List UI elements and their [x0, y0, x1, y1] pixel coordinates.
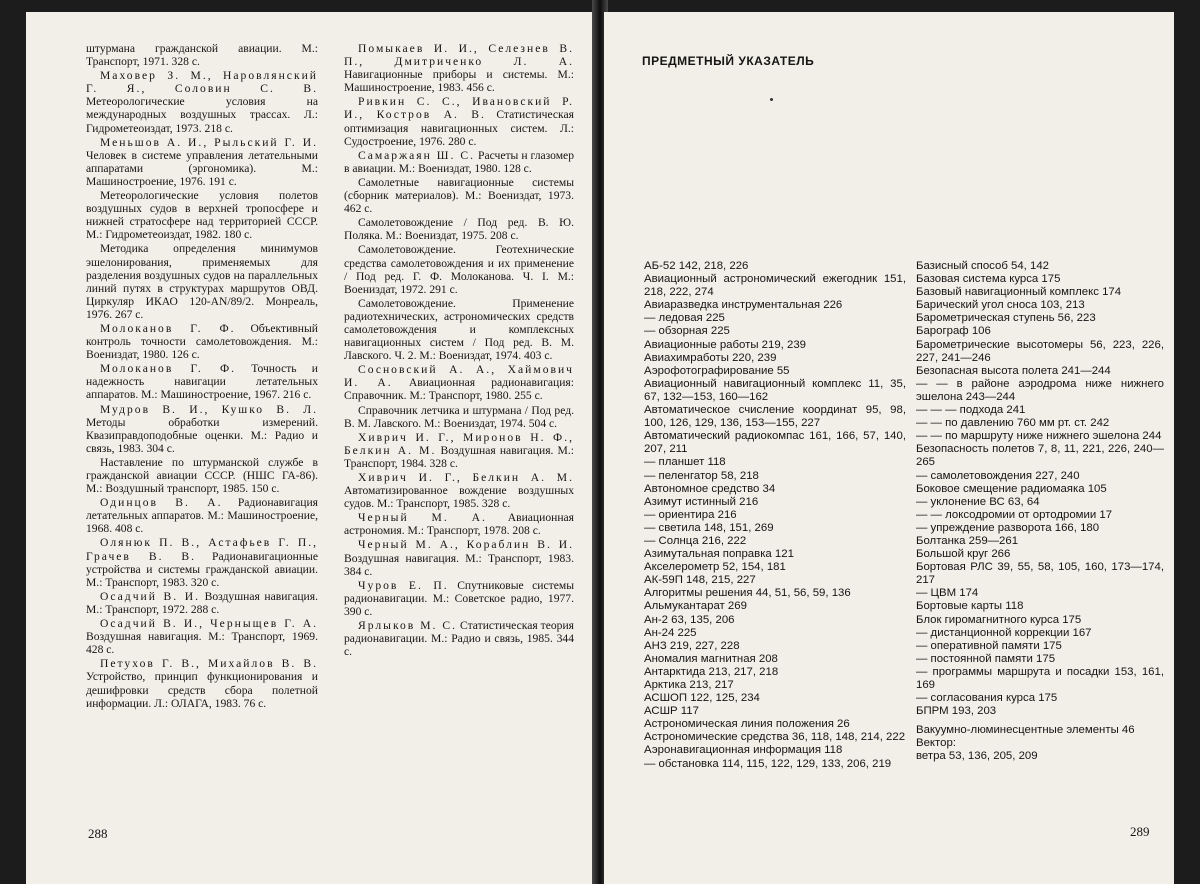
index-entry: Базовый навигационный комплекс 174 — [916, 286, 1122, 299]
entry-author: Черный М. А. — [358, 511, 487, 525]
index-entry: Акселерометр 52, 154, 181 — [644, 561, 786, 574]
entry-text: Самолетовождение. Применение радиотехнических, астрономических средств самолетовождения и комплексных навигационных систем / Под ред. В. М. Лавского. Ч. 2. М.: Воениздат, 1974. 403 с. — [344, 296, 574, 363]
index-entry: Бортовая РЛС 39, 55, 58, 105, 160, 173—174, 217 — [916, 561, 1164, 587]
index-entry: АСШОП 122, 125, 234 — [644, 692, 760, 705]
entry-text: Воздушная навигация. М.: Транспорт, 1983. 384 с. — [344, 551, 574, 578]
entry-text: Авиационная радионавигация: Справочник. М.: Транспорт, 1980. 255 с. — [344, 376, 574, 403]
bibliography-entry — [86, 322, 318, 361]
index-entry: Азимутальная поправка 121 — [644, 548, 794, 561]
index-entry: Ан-24 225 — [644, 626, 697, 639]
index-entry: Барический угол сноса 103, 213 — [916, 299, 1085, 312]
entry-text: Воздушная навигация. М.: Транспорт, 1984. 328 с. — [344, 443, 574, 470]
entry-text: Автоматизированное вождение воздушных судов. М.: Транспорт, 1985. 328 с. — [344, 484, 574, 511]
index-entry: — ориентира 216 — [644, 508, 737, 521]
index-entry: Азимут истинный 216 — [644, 495, 759, 508]
index-entry: — ледовая 225 — [644, 312, 725, 325]
entry-author: Осадчий В. И., Черныщев Г. А. — [100, 617, 318, 631]
index-entry: Большой круг 266 — [916, 548, 1011, 561]
entry-text: Методы обработки измерений. Квазиправдоподобные оценки. М.: Радио и связь, 1983. 304 с. — [86, 415, 318, 455]
index-entry: — — по давлению 760 мм рт. ст. 242 — [916, 417, 1110, 430]
entry-text: Спутниковые системы радионавигации. М.: Советское радио, 1977. 390 с. — [344, 578, 574, 618]
entry-author: Самаржаян Ш. С. — [358, 148, 475, 162]
index-entry: — планшет 118 — [644, 456, 726, 469]
bibliography-entry — [86, 456, 318, 495]
bibliography-entry — [344, 511, 574, 537]
index-entry: Авиаразведка инструментальная 226 — [644, 299, 843, 312]
bibliography-entry — [344, 363, 574, 402]
bibliography-entry — [86, 362, 318, 401]
bibliography-column-1 — [86, 42, 318, 711]
index-entry: — — локсодромии от ортодромии 17 — [916, 508, 1113, 521]
index-entry: Бортовые карты 118 — [916, 600, 1024, 613]
entry-author: Осадчий В. И. — [100, 589, 201, 603]
entry-text: штурмана гражданской авиации. М.: Транспорт, 1971. 328 с. — [86, 42, 318, 69]
index-entry: — — в районе аэродрома ниже нижнего эшелона 243—244 — [916, 377, 1164, 403]
bibliography-column-2 — [344, 42, 574, 659]
index-entry: АНЗ 219, 227, 228 — [644, 639, 740, 652]
left-page — [26, 12, 598, 884]
entry-text: Самолетовождение. Геотехнические средства самолетовождения и их применение / Под ред. Г. Ф. Молоканова. Ч. I. М.: Воениздат, 1972. 291 с. — [344, 243, 574, 296]
bibliography-entry — [344, 243, 574, 295]
index-entry: Барометрические высотомеры 56, 223, 226, 227, 241—246 — [916, 338, 1164, 364]
index-entry: — оперативной памяти 175 — [916, 639, 1062, 652]
entry-text: Методика определения минимумов эшелонирования, применяемых для разделения воздушных судов на параллельных линий путях в структурах маршрутов ОВД. Циркуляр ИКАО 120-AN/89/2. Монреаль, 1976. 267 с. — [86, 242, 318, 321]
index-entry: — светила 148, 151, 269 — [644, 521, 774, 534]
index-entry: Аэронавигационная информация 118 — [644, 744, 843, 757]
index-entry: — уклонение ВС 63, 64 — [916, 495, 1040, 508]
bibliography-entry — [86, 617, 318, 656]
index-entry: Авиационные работы 219, 239 — [644, 338, 807, 351]
index-entry: Базисный способ 54, 142 — [916, 260, 1050, 272]
entry-text: Метеорологические условия на международных воздушных трассах. Л.: Гидрометеоиздат, 1973. 218 с. — [86, 95, 318, 135]
index-entry: Аномалия магнитная 208 — [644, 652, 778, 665]
bibliography-entry — [86, 496, 318, 535]
entry-author: Сосновский А. А., Хаймович И. А. — [344, 363, 574, 390]
index-entry: ветра 53, 136, 205, 209 — [916, 750, 1038, 763]
entry-text: Воздушная навигация. М.: Транспорт, 1969. 428 с. — [86, 630, 318, 657]
index-entry: Автоматическое счисление координат 95, 98, 100, 126, 129, 136, 153—155, 227 — [644, 404, 906, 430]
index-entry: Вакуумно-люминесцентные элементы 46 — [916, 724, 1135, 737]
index-entry: Базовая система курса 175 — [916, 273, 1061, 286]
bibliography-entry — [86, 242, 318, 321]
bibliography-entry — [344, 297, 574, 362]
index-entry: — обстановка 114, 115, 122, 129, 133, 206, 219 — [644, 757, 892, 770]
bibliography-entry — [86, 590, 318, 616]
entry-author: Олянюк П. В., Астафьев Г. П., Грачев В. В. — [86, 536, 318, 563]
index-entry: Астрономические средства 36, 118, 148, 214, 222 — [644, 731, 906, 744]
right-page — [604, 12, 1174, 884]
bibliography-entry — [344, 579, 574, 618]
entry-author: Хиврич И. Г., Белкин А. М. — [358, 471, 574, 484]
index-entry: Алгоритмы решения 44, 51, 56, 59, 136 — [644, 587, 851, 600]
entry-author: Ривкин С. С., Ивановский Р. И., Костров А. В. — [344, 95, 574, 122]
bibliography-entry — [86, 136, 318, 188]
bibliography-entry — [344, 216, 574, 242]
bibliography-entry — [344, 431, 574, 470]
index-title: ПРЕДМЕТНЫЙ УКАЗАТЕЛЬ — [642, 54, 815, 68]
index-entry: Ан-2 63, 135, 206 — [644, 613, 735, 626]
bibliography-entry — [86, 189, 318, 241]
index-column-1 — [644, 260, 906, 771]
entry-text: Расчеты н глазомер в авиации. М.: Воениздат, 1980. 128 с. — [344, 148, 575, 175]
index-entry: Антарктида 213, 217, 218 — [644, 665, 779, 678]
bibliography-entry — [344, 95, 574, 147]
index-entry: Барометрическая ступень 56, 223 — [916, 312, 1096, 325]
index-entry: Автоматический радиокомпас 161, 166, 57, 140, 207, 211 — [644, 430, 906, 456]
index-entry: — постоянной памяти 175 — [916, 652, 1056, 665]
index-entry: — упреждение разворота 166, 180 — [916, 521, 1100, 534]
entry-author: Ярлыков М. С. — [358, 619, 458, 633]
index-entry: — обзорная 225 — [644, 325, 730, 338]
index-entry: Барограф 106 — [916, 325, 991, 338]
entry-author: Петухов Г. В., Михайлов В. В. — [100, 657, 318, 671]
entry-author: Маховер З. М., Наровлянский Г. Я., Соловин С. В. — [86, 69, 318, 96]
index-entry: — — по маршруту ниже нижнего эшелона 244 — [916, 430, 1162, 443]
entry-text: Самолетовождение / Под ред. В. Ю. Поляка. М.: Воениздат, 1975. 208 с. — [344, 216, 574, 243]
entry-text: Справочник летчика и штурмана / Под ред. В. М. Лавского. М.: Воениздат, 1974. 504 с. — [344, 403, 574, 430]
index-entry: Арктика 213, 217 — [644, 679, 734, 691]
entry-author: Молоканов Г. Ф. — [100, 362, 237, 376]
entry-author: Одинцов В. А. — [100, 496, 223, 510]
index-entry: БПРМ 193, 203 — [916, 705, 997, 718]
bibliography-entry — [344, 538, 574, 577]
entry-author: Молоканов Г. Ф. — [100, 321, 236, 335]
ink-speck — [770, 98, 773, 101]
entry-author: Чуров Е. П. — [358, 578, 449, 592]
index-entry: Авиахимработы 220, 239 — [644, 351, 777, 364]
entry-text: Метеорологические условия полетов воздушных судов в верхней тропосфере и нижней стратосфере над территорией СССР. М.: Гидрометеоиздат, 1982. 180 с. — [86, 189, 318, 242]
entry-text: Радионавигационные устройства и системы гражданской авиации. М.: Транспорт, 1983. 320 с. — [86, 549, 318, 589]
entry-text: Точность и надежность навигации летательных аппаратов. М.: Машиностроение, 1967. 216 с. — [86, 362, 318, 402]
entry-author: Помыкаев И. И., Селезнев В. П., Дмитриченко Л. А. — [344, 42, 574, 69]
entry-text: Устройство, принцип функционирования и дешифровки средств сбора полетной информации. Л.: ОЛАГА, 1983. 76 с. — [86, 670, 318, 710]
entry-author: Мудров В. И., Кушко В. Л. — [100, 402, 318, 416]
bibliography-entry — [86, 536, 318, 588]
index-entry: — самолетовождения 227, 240 — [916, 469, 1080, 482]
index-entry: Альмукантарат 269 — [644, 600, 747, 613]
index-entry: — — — подхода 241 — [916, 404, 1026, 417]
bibliography-entry — [86, 69, 318, 134]
index-entry: Вектор: — [916, 737, 956, 750]
index-entry: Безопасная высота полета 241—244 — [916, 364, 1111, 377]
bibliography-entry — [86, 42, 318, 68]
bibliography-entry — [344, 404, 574, 430]
entry-text: Наставление по штурманской службе в гражданской авиации СССР. (НШС ГА-86). М.: Воздушный транспорт, 1985. 150 с. — [86, 455, 318, 496]
page-number-right: 289 — [1130, 824, 1150, 839]
entry-text: Человек в системе управления летательными аппаратами (эргономика). М.: Машиностроение, 1976. 191 с. — [86, 148, 318, 188]
index-entry: Автономное средство 34 — [644, 482, 776, 495]
entry-author: Меньшов А. И., Рыльский Г. И. — [100, 135, 318, 149]
bibliography-entry — [344, 176, 574, 215]
index-entry: — программы маршрута и посадки 153, 161, 169 — [916, 665, 1164, 691]
bibliography-entry — [344, 149, 574, 175]
bibliography-entry — [344, 619, 574, 658]
index-entry: Аэрофотографирование 55 — [644, 364, 790, 377]
index-entry: — дистанционной коррекции 167 — [916, 626, 1092, 639]
index-entry: АСШР 117 — [644, 705, 699, 718]
entry-text: Воздушная навигация. М.: Транспорт, 1972. 288 с. — [86, 589, 318, 616]
entry-text: Статистическая оптимизация навигационных систем. Л.: Судостроение, 1976. 280 с. — [344, 108, 574, 148]
index-column-2 — [916, 260, 1164, 764]
index-entry: Авиационный навигационный комплекс 11, 35, 67, 132—153, 160—162 — [644, 377, 906, 403]
entry-text: Авиационная астрономия. М.: Транспорт, 1978. 208 с. — [344, 511, 575, 538]
index-entry: — ЦВМ 174 — [916, 587, 979, 600]
index-entry: — Солнца 216, 222 — [644, 534, 747, 547]
index-entry: Астрономическая линия положения 26 — [644, 718, 850, 731]
index-entry: Боковое смещение радиомаяка 105 — [916, 482, 1107, 495]
page-number-left: 288 — [88, 826, 108, 841]
entry-text: Самолетные навигационные системы (сборник материалов). М.: Воениздат, 1973. 462 с. — [344, 175, 574, 216]
index-entry: — пеленгатор 58, 218 — [644, 469, 759, 482]
entry-text: Объективный контроль точности самолетовождения. М.: Воениздат, 1980. 126 с. — [86, 321, 318, 362]
entry-text: Статистическая теория радионавигации. М.: Радио и связь, 1985. 344 с. — [344, 619, 574, 659]
index-entry: Безопасность полетов 7, 8, 11, 221, 226, 240—265 — [916, 443, 1164, 469]
index-entry: — согласования курса 175 — [916, 692, 1058, 705]
entry-text: Навигационные приборы и системы. М.: Машиностроение, 1983. 456 с. — [344, 68, 574, 95]
bibliography-entry — [344, 471, 574, 510]
bibliography-entry — [86, 657, 318, 709]
entry-text: Радионавигация летательных аппаратов. М.: Машиностроение, 1968. 408 с. — [86, 496, 318, 536]
entry-author: Хиврич И. Г., Миронов Н. Ф., Белкин А. М. — [344, 430, 574, 457]
index-entry: АБ-52 142, 218, 226 — [644, 260, 749, 272]
bibliography-entry — [344, 42, 574, 94]
bibliography-entry — [86, 403, 318, 455]
index-entry: АК-59П 148, 215, 227 — [644, 574, 756, 587]
index-entry: Авиационный астрономический ежегодник 151, 218, 222, 274 — [644, 273, 906, 299]
index-entry: Болтанка 259—261 — [916, 534, 1019, 547]
index-entry: Блок гиромагнитного курса 175 — [916, 613, 1082, 626]
entry-author: Черный М. А., Кораблин В. И. — [358, 538, 574, 552]
